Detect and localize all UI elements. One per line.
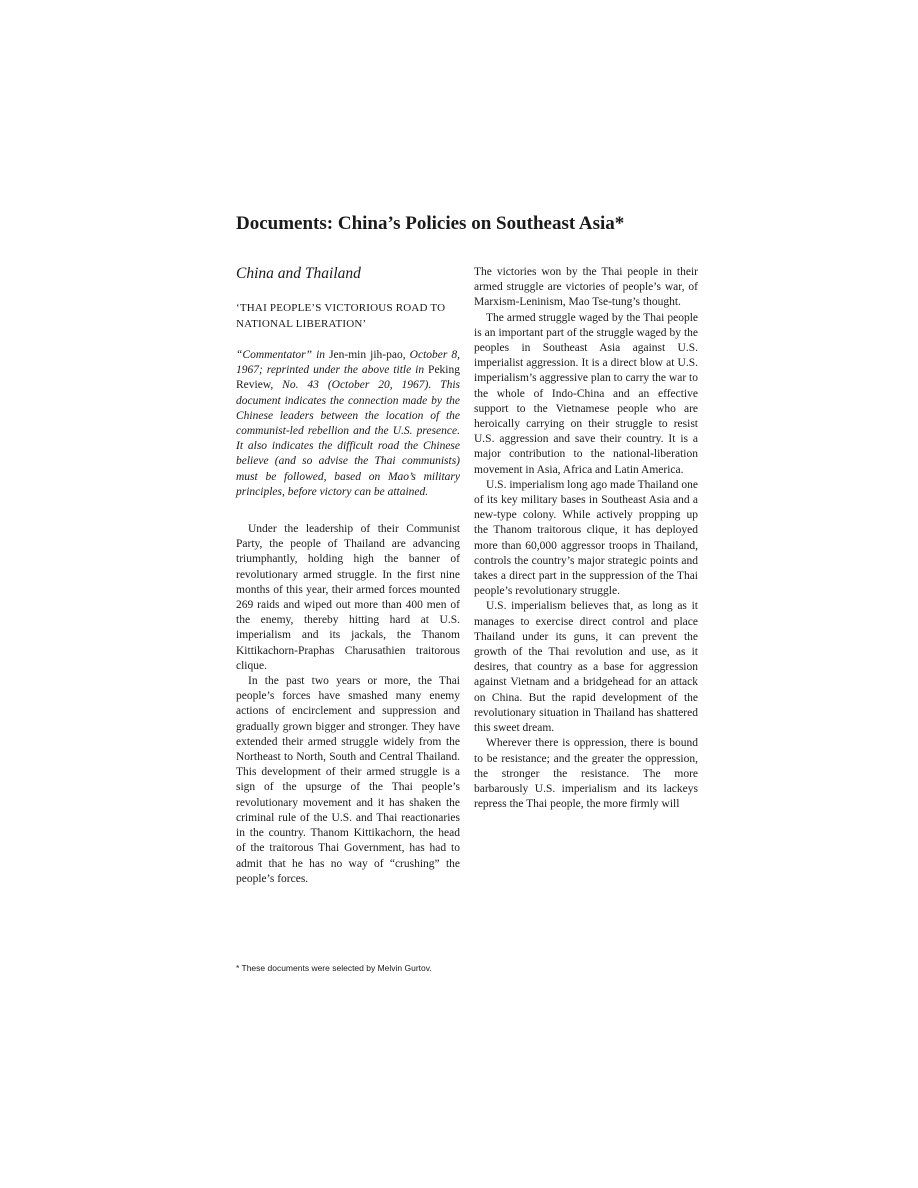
headnote-in: in xyxy=(312,349,330,361)
page-title: Documents: China’s Policies on Southeast Asia* xyxy=(236,213,625,234)
headnote xyxy=(236,348,460,500)
right-column xyxy=(474,265,698,812)
left-body xyxy=(236,522,460,887)
left-column xyxy=(236,264,460,887)
paragraph: The victories won by the Thai people in their armed struggle are victories of people’s war, of Marxism-Leninism, Mao Tse-tung’s thought. xyxy=(474,266,698,309)
headnote-author: “Commentator” xyxy=(236,349,313,361)
paragraph: U.S. imperialism believes that, as long as it manages to exercise direct control and place Thailand under its guns, it can prevent the growth of the Thai revolution and use, as it desires, that country as a base for aggression against Vietnam and a bridgehead for an attack on China. But the rapid development of the revolutionary situation in Thailand has shattered this sweet dream. xyxy=(474,600,698,735)
footnote: * These documents were selected by Melvin Gurtov. xyxy=(236,963,432,973)
right-body xyxy=(474,265,698,812)
paragraph: Wherever there is oppression, there is bound to be resistance; and the greater the oppression, the stronger the resistance. The more barbarously U.S. imperialism and its lackeys repress the Thai people, the more firmly will xyxy=(474,737,698,811)
headnote-date: October 8, 1967; reprinted under the above title in xyxy=(236,349,461,377)
headnote-journal: Jen-min jih-pao, xyxy=(329,349,406,361)
paragraph: In the past two years or more, the Thai people’s forces have smashed many enemy actions of encirclement and suppression and gradually grown bigger and stronger. They have extended their armed struggle widely from the Northeast to North, South and Central Thailand. This development of their armed struggle is a sign of the upsurge of the Thai people’s revolutionary movement and it has shaken the criminal rule of the U.S. and Thai reactionaries in the country. Thanom Kittikachorn, the head of the traitorous Thai Government, has had to admit that he has no way of “crushing” the people’s forces. xyxy=(236,675,460,885)
headnote-reprint-journal: Peking Review, xyxy=(236,364,460,392)
document-title: ‘THAI PEOPLE’S VICTORIOUS ROAD TO NATIONAL LIBERATION’ xyxy=(236,302,446,330)
paragraph: Under the leadership of their Communist Party, the people of Thailand are advancing triumphantly, holding high the banner of revolutionary armed struggle. In the first nine months of this year, their armed forces mounted 269 raids and wiped out more than 400 men of the enemy, thereby hitting hard at U.S. imperialism and its jackals, the Thanom Kittikachorn-Praphas Charusathien traitorous clique. xyxy=(236,523,460,672)
paragraph: The armed struggle waged by the Thai people is an important part of the struggle waged by the peoples in Southeast Asia against U.S. imperialist aggression. It is a direct blow at U.S. imperialism’s aggressive plan to carry the war to the whole of Indo-China and an effective support to the Vietnamese people who are heroically carrying on their struggle to resist U.S. aggression and save their country. It is a major contribution to the national-liberation movement in Asia, Africa and Latin America. xyxy=(474,311,698,476)
section-heading: China and Thailand xyxy=(236,265,361,282)
paragraph: U.S. imperialism long ago made Thailand one of its key military bases in Southeast Asia and a new-type colony. While actively propping up the Thanom traitorous clique, it has deployed more than 60,000 aggressor troops in Thailand, controls the country’s major strategic points and takes a direct part in the suppression of the Thai people’s revolutionary struggle. xyxy=(474,478,698,598)
headnote-description: No. 43 (October 20, 1967). This document indicates the connection made by the Chinese leaders between the location of the communist-led rebellion and the U.S. presence. It also indicates the difficult road the Chinese believe (and so advise the Thai communists) must be followed, based on Mao’s military principles, before victory can be attained. xyxy=(236,379,460,498)
